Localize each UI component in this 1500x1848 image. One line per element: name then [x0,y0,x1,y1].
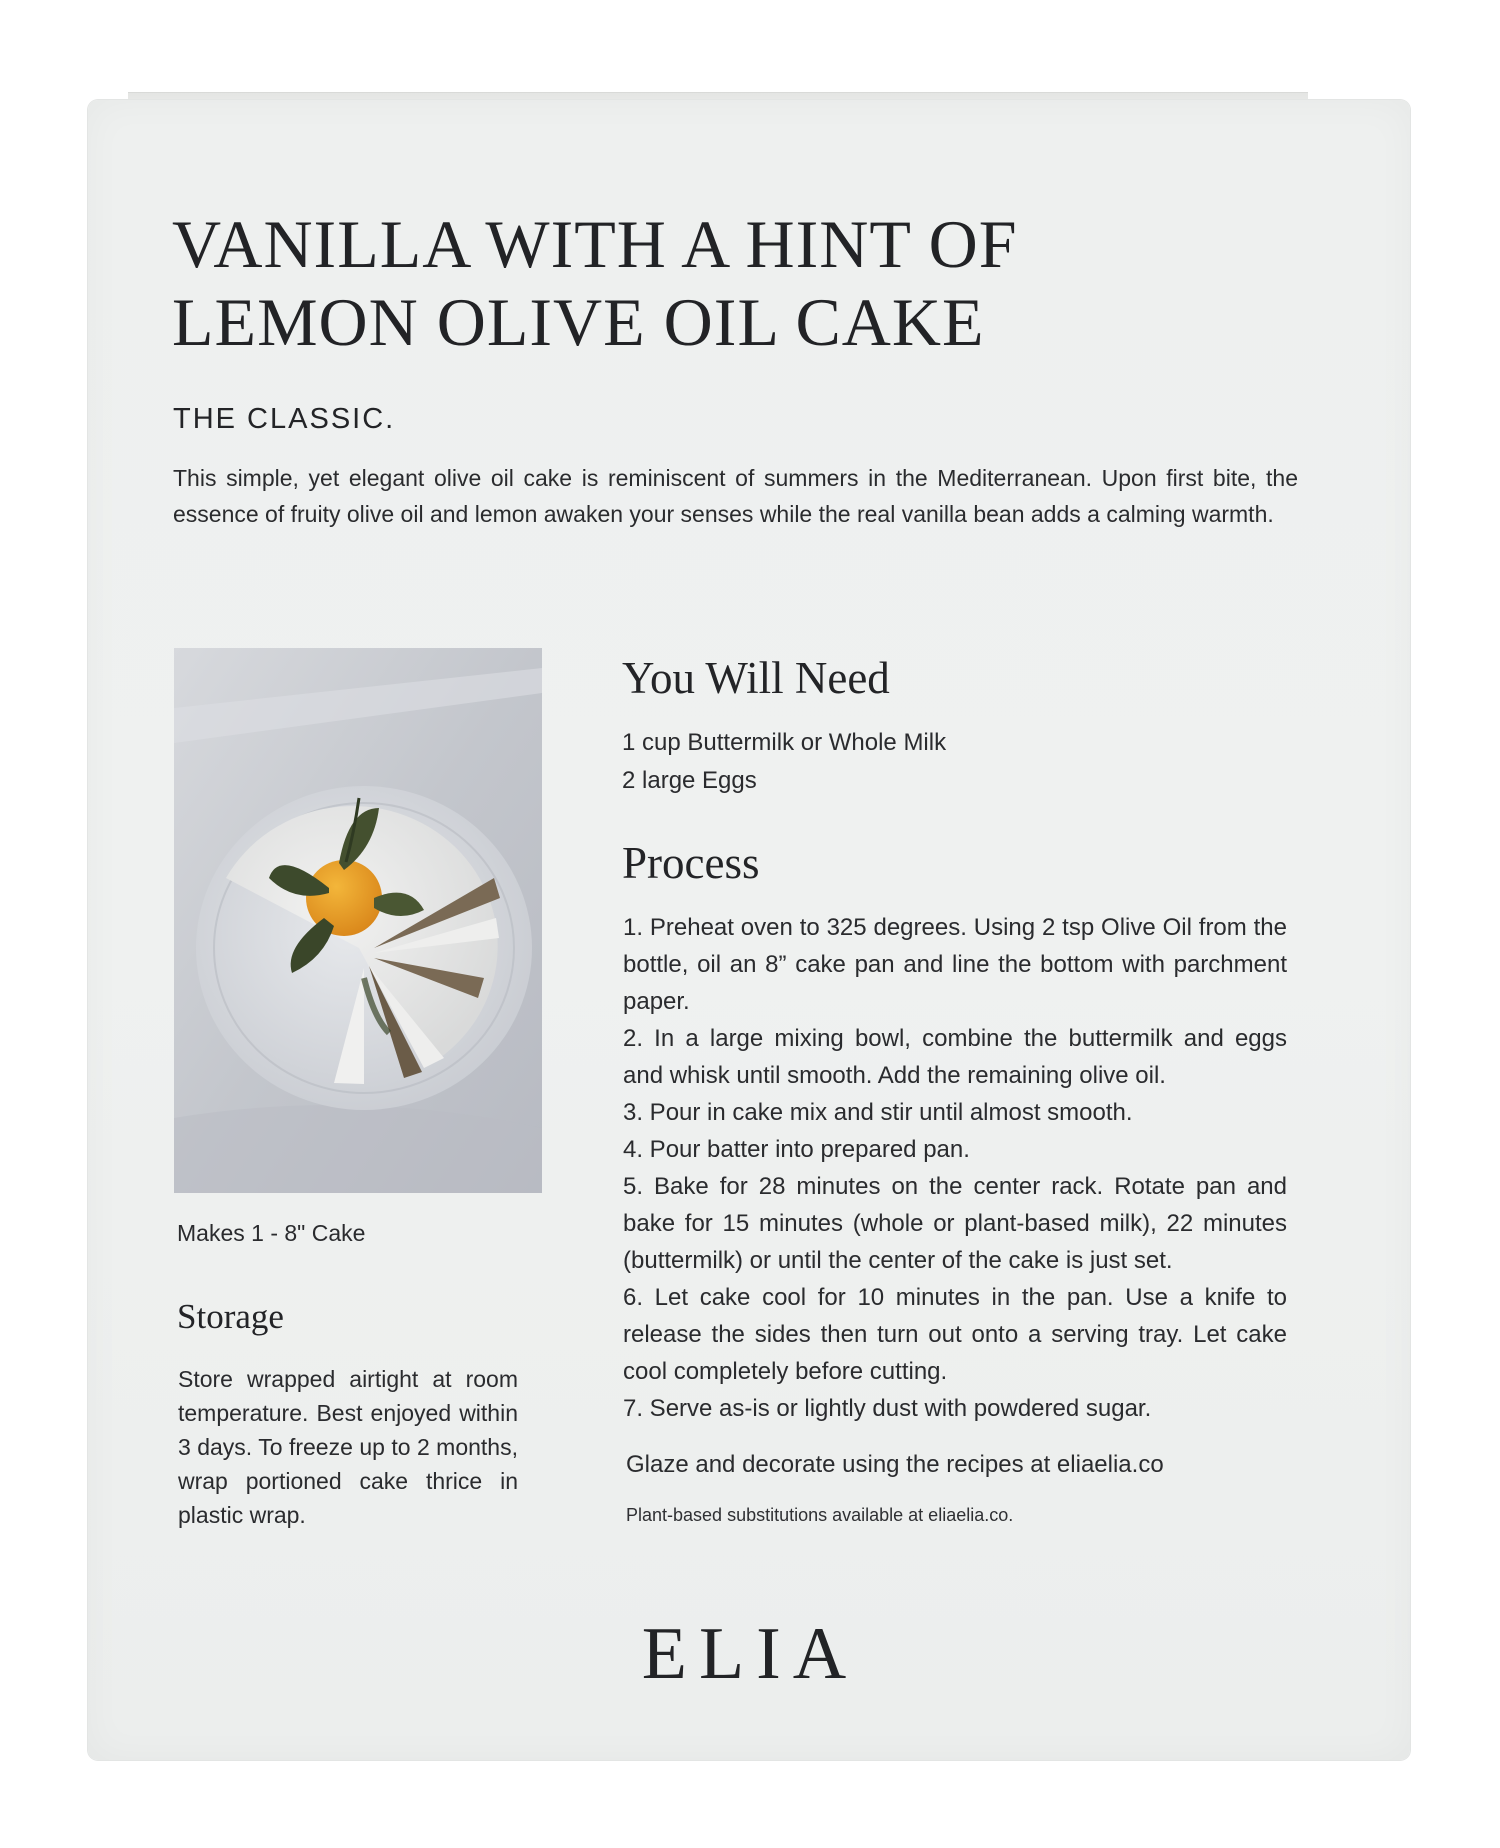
brand-logo: ELIA [641,1613,859,1695]
process-step: 7. Serve as-is or lightly dust with powdered sugar. [623,1395,1152,1422]
you-will-need-heading: You Will Need [622,653,890,703]
product-title-line-1: VANILLA WITH A HINT OF [172,206,1018,282]
cake-photo [174,648,542,1193]
product-title [172,205,1152,361]
storage-instructions: Store wrapped airtight at room temperature. Best enjoyed within 3 days. To freeze up to 2 months, wrap portioned cake thrice in plastic wrap. [178,1366,518,1528]
product-subtitle: THE CLASSIC. [173,403,396,435]
process-steps [623,909,1287,1427]
process-heading: Process [622,838,760,888]
process-step: 5. Bake for 28 minutes on the center rack. Rotate pan and bake for 15 minutes (whole or plant-based milk), 22 minutes (buttermilk) or until the center of the cake is just set. [623,1173,1287,1274]
process-step: 3. Pour in cake mix and stir until almost smooth. [623,1099,1133,1126]
cake-photo-illustration [174,648,542,1193]
process-step: 1. Preheat oven to 325 degrees. Using 2 tsp Olive Oil from the bottle, oil an 8” cake pan and line the bottom with parchment paper. [623,914,1287,1015]
yield-caption: Makes 1 - 8" Cake [177,1220,366,1246]
product-title-line-2: LEMON OLIVE OIL CAKE [172,284,985,360]
product-description: This simple, yet elegant olive oil cake is reminiscent of summers in the Mediterranean. Upon first bite, the essence of fruity olive oil and lemon awaken your senses while the real vanilla bean adds a calming warmth. [173,465,1298,527]
decorating-note: Glaze and decorate using the recipes at eliaelia.co [626,1451,1164,1478]
process-step: 6. Let cake cool for 10 minutes in the pan. Use a knife to release the sides then turn out onto a serving tray. Let cake cool completely before cutting. [623,1284,1287,1385]
ingredients-list [622,724,946,800]
storage-heading: Storage [177,1297,284,1336]
process-step: 2. In a large mixing bowl, combine the buttermilk and eggs and whisk until smooth. Add the remaining olive oil. [623,1025,1287,1089]
ingredient-item: 2 large Eggs [622,767,757,794]
substitutions-note: Plant-based substitutions available at eliaelia.co. [626,1505,1014,1525]
process-step: 4. Pour batter into prepared pan. [623,1136,970,1163]
ingredient-item: 1 cup Buttermilk or Whole Milk [622,729,947,756]
